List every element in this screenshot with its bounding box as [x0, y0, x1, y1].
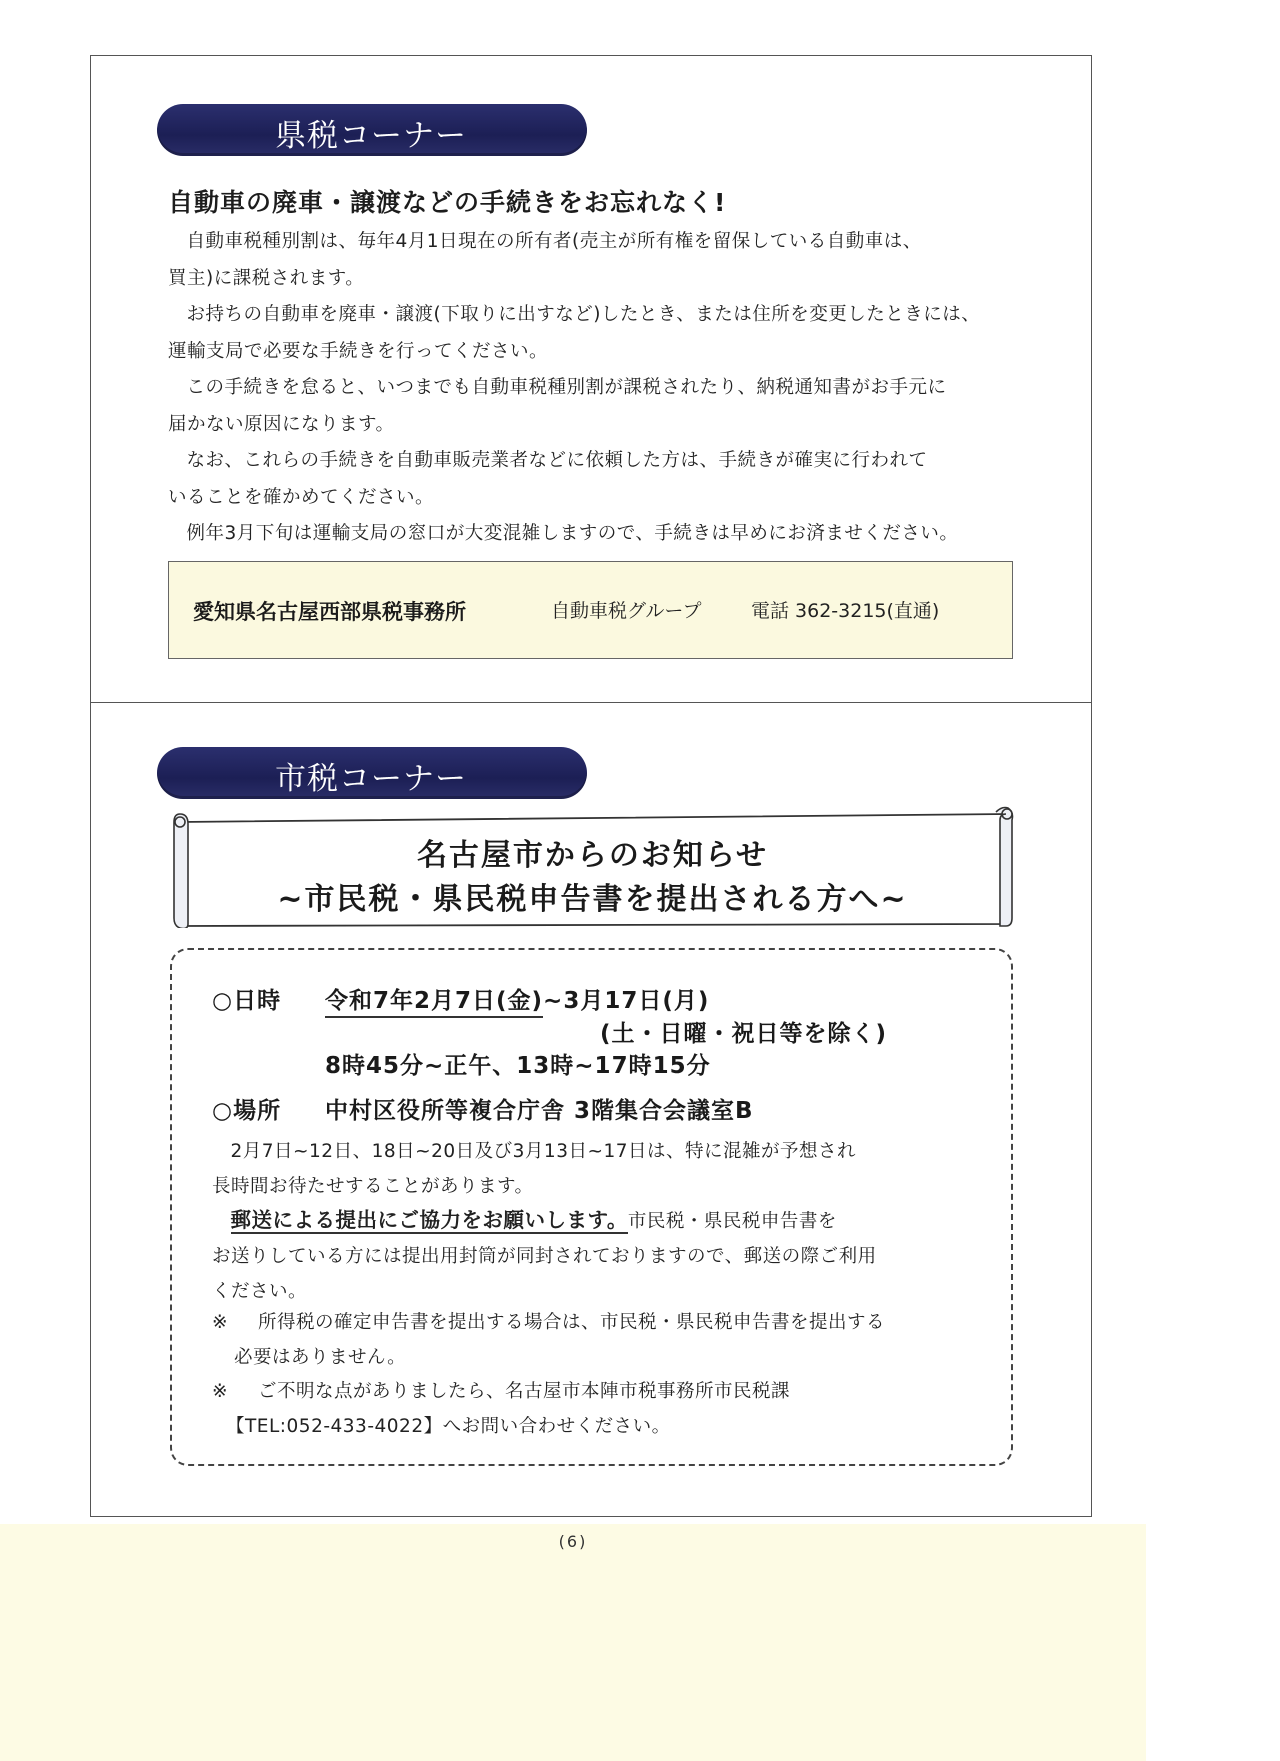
contact-office: 愛知県名古屋西部県税事務所: [193, 600, 466, 624]
kenzei-para-1b: 買主)に課税されます。: [168, 267, 365, 289]
page-footer: [0, 1524, 1146, 1761]
contact-phone: 電話 362-3215(直通): [751, 600, 940, 622]
kenzei-para-3b: 届かない原因になります。: [168, 413, 395, 435]
date-start: 令和7年2月7日(金): [325, 988, 543, 1018]
note-2-line-b: 【TEL:052-433-4022】へお問い合わせください。: [226, 1416, 671, 1437]
date-value: [325, 982, 709, 1015]
note-1-mark: ※: [212, 1312, 229, 1333]
shizei-section-header: [157, 747, 587, 799]
kenzei-para-4a: なお、これらの手続きを自動車販売業者などに依頼した方は、手続きが確実に行われて: [186, 450, 928, 471]
crowd-notice: [212, 1134, 972, 1204]
crowd-line-2: 長時間お待たせすることがあります。: [212, 1176, 534, 1197]
kenzei-para-2b: 運輸支局で必要な手続きを行ってください。: [168, 340, 549, 362]
note-1-line-a: 所得税の確定申告書を提出する場合は、市民税・県民税申告書を提出する: [258, 1312, 886, 1333]
mail-line-1: 市民税・県民税申告書を: [627, 1211, 837, 1232]
kenzei-header-label: 県税コーナー: [275, 118, 467, 154]
place-value: 中村区役所等複合庁舎 3階集合会議室B: [325, 1098, 754, 1124]
kenzei-para-1a: 自動車税種別割は、毎年4月1日現在の所有者(売主が所有権を留保している自動車は、: [186, 231, 922, 252]
section-divider: [90, 702, 1092, 703]
kenzei-title: 自動車の廃車・譲渡などの手続きをお忘れなく!: [168, 188, 727, 217]
note-2-line-a: ご不明な点がありましたら、名古屋市本陣市税事務所市民税課: [258, 1381, 791, 1402]
scroll-title-2: ~市民税・県民税申告書を提出される方へ~: [277, 882, 908, 917]
time-range: 8時45分~正午、13時~17時15分: [325, 1053, 711, 1079]
note-2-mark: ※: [212, 1381, 229, 1402]
place-label: ○場所: [212, 1098, 282, 1124]
kenzei-para-4b: いることを確かめてください。: [168, 486, 435, 508]
mail-line-2: お送りしている方には提出用封筒が同封されておりますので、郵送の際ご利用: [212, 1246, 877, 1267]
notice-scroll-banner: [170, 806, 1015, 928]
mail-notice: [212, 1203, 972, 1309]
note-1-line-b: 必要はありません。: [234, 1347, 407, 1368]
kenzei-para-5: 例年3月下旬は運輸支局の窓口が大変混雑しますので、手続きは早めにお済ませください。: [186, 523, 959, 544]
date-exclusion: (土・日曜・祝日等を除く): [600, 1021, 888, 1047]
contact-group: 自動車税グループ: [551, 600, 702, 622]
scroll-title-1: 名古屋市からのお知らせ: [416, 838, 769, 873]
mail-line-3: ください。: [212, 1281, 308, 1302]
note-2: [212, 1374, 972, 1444]
kenzei-para-2a: お持ちの自動車を廃車・譲渡(下取りに出すなど)したとき、または住所を変更したときには、: [186, 304, 981, 325]
page-number: (6): [558, 1532, 588, 1551]
date-end: ~3月17日(月): [543, 988, 710, 1014]
note-1: [212, 1305, 972, 1375]
kenzei-section-header: [157, 104, 587, 156]
crowd-line-1: 2月7日~12日、18日~20日及び3月13日~17日は、特に混雑が予想され: [230, 1141, 857, 1162]
kenzei-body: [168, 224, 1028, 553]
shizei-header-label: 市税コーナー: [275, 761, 467, 797]
date-label: ○日時: [212, 988, 282, 1014]
kenzei-para-3a: この手続きを怠ると、いつまでも自動車税種別割が課税されたり、納税通知書がお手元に: [186, 377, 947, 398]
mail-request-bold: 郵送による提出にご協力をお願いします。: [230, 1208, 628, 1232]
kenzei-contact-box: [168, 561, 1013, 659]
